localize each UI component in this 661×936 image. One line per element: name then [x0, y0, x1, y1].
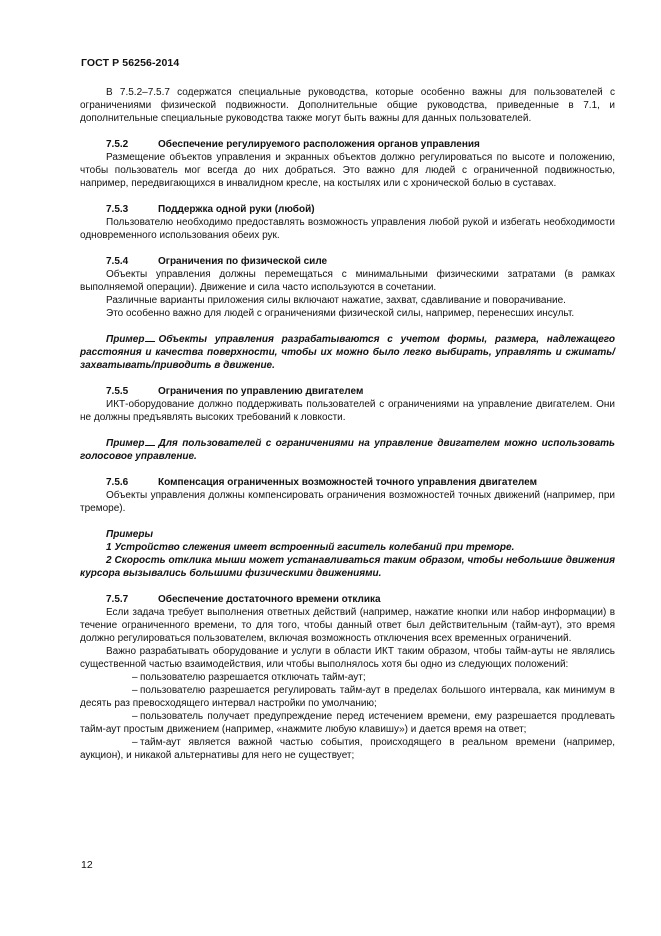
section-heading-7-5-4 [80, 255, 615, 268]
document-header: ГОСТ Р 56256-2014 [81, 57, 180, 69]
example-label: Пример [106, 334, 145, 345]
example-label: Пример [106, 438, 145, 449]
list-item [80, 684, 615, 710]
section-number: 7.5.2 [106, 139, 129, 150]
paragraph: Объекты управления должны перемещаться с минимальными физическими затратами (в рамках выполняемой операции). Движение и сила часто используются в сочетании. [80, 269, 615, 293]
intro-paragraph: В 7.5.2–7.5.7 содержатся специальные руководства, которые особенно важны для пользователей с ограничениями физической подвижности. Дополнительные общие руководства, приведенные в 7.1, и дополнительные специальные руководства также могут быть важны для данных пользователей. [80, 87, 615, 124]
paragraph: Различные варианты приложения силы включают нажатие, захват, сдавливание и поворачивание. [106, 295, 566, 306]
paragraph: Объекты управления должны компенсировать ограничения возможностей точных движений (например, при треморе). [80, 490, 615, 514]
paragraph: ИКТ-оборудование должно поддерживать пользователей с ограничениями на управление двигателем. Они не должны предъявлять высоких требований к ловкости. [80, 399, 615, 423]
section-number: 7.5.6 [106, 477, 129, 488]
dash-separator [145, 333, 155, 342]
section-heading-7-5-6 [80, 476, 615, 489]
example-note [80, 437, 615, 463]
list-item-text: пользователь получает предупреждение перед истечением времени, ему разрешается продлевать тайм-аут простым движением (например, «нажмите любую клавишу») и дается время на ответ; [80, 711, 615, 735]
section-heading-7-5-3 [80, 203, 615, 216]
section-heading-7-5-7 [80, 593, 615, 606]
section-number: 7.5.3 [106, 204, 129, 215]
section-title: Поддержка одной руки (любой) [158, 204, 315, 215]
section-number: 7.5.5 [106, 386, 129, 397]
list-item [80, 671, 615, 684]
section-title: Ограничения по физической силе [158, 256, 328, 267]
list-dash: – [132, 685, 138, 696]
section-number: 7.5.4 [106, 256, 129, 267]
document-body [80, 86, 615, 762]
paragraph: Размещение объектов управления и экранных объектов должно регулироваться по высоте и положению, чтобы пользователь мог всегда до них добраться. Это важно для людей с ограниченной подвижностью, например, передвигающихся в инвалидном кресле, на костылях или с хронической болью в суставах. [80, 152, 615, 189]
example-item: 1 Устройство слежения имеет встроенный гаситель колебаний при треморе. [106, 542, 515, 553]
example-text: Объекты управления разрабатываются с учетом формы, размера, надлежащего расстояния и качества поверхности, чтобы их можно было легко выбирать, управлять и сжимать/захватывать/приводить в движение. [80, 334, 615, 371]
paragraph: Это особенно важно для людей с ограничениями физической силы, например, перенесших инсульт. [106, 308, 575, 319]
section-heading-7-5-5 [80, 385, 615, 398]
list-item-text: пользователю разрешается регулировать тайм-аут в пределах большого интервала, как минимум в десять раз превосходящего интервал настройки по умолчанию; [80, 685, 615, 709]
example-note [80, 333, 615, 372]
list-dash: – [132, 672, 138, 683]
list-item [80, 736, 615, 762]
list-dash: – [132, 711, 138, 722]
example-text: Для пользователей с ограничениями на управление двигателем можно использовать голосовое управление. [80, 438, 615, 462]
example-item: 2 Скорость отклика мыши может устанавливаться таким образом, чтобы небольшие движения курсора вызывались большими физическими движениями. [80, 555, 615, 579]
paragraph: Важно разрабатывать оборудование и услуги в области ИКТ таким образом, чтобы тайм-ауты не являлись существенной частью взаимодействия, или чтобы выполнялось хотя бы одно из следующих положений: [80, 646, 615, 670]
section-title: Ограничения по управлению двигателем [158, 386, 364, 397]
page-number: 12 [81, 859, 93, 871]
section-title: Обеспечение регулируемого расположения органов управления [158, 139, 480, 150]
section-title: Обеспечение достаточного времени отклика [158, 594, 381, 605]
section-number: 7.5.7 [106, 594, 129, 605]
section-title: Компенсация ограниченных возможностей точного управления двигателем [158, 477, 537, 488]
examples-label: Примеры [106, 529, 154, 540]
list-item-text: пользователю разрешается отключать тайм-аут; [140, 672, 366, 683]
section-heading-7-5-2 [80, 138, 615, 151]
dash-separator [145, 437, 155, 446]
paragraph: Если задача требует выполнения ответных действий (например, нажатие кнопки или набор информации) в течение ограниченного времени, то для того, чтобы данный ответ был действительным (тайм-аут), это время должно регулироваться пользователем, включая возможность отключения всех временных ограничений. [80, 607, 615, 644]
list-item-text: тайм-аут является важной частью события, происходящего в реальном времени (например, аукцион), и никакой альтернативы для него не существует; [80, 737, 615, 761]
list-dash: – [132, 737, 138, 748]
list-item [80, 710, 615, 736]
paragraph: Пользователю необходимо предоставлять возможность управления любой рукой и избегать необходимости одновременного использования обеих рук. [80, 217, 615, 241]
